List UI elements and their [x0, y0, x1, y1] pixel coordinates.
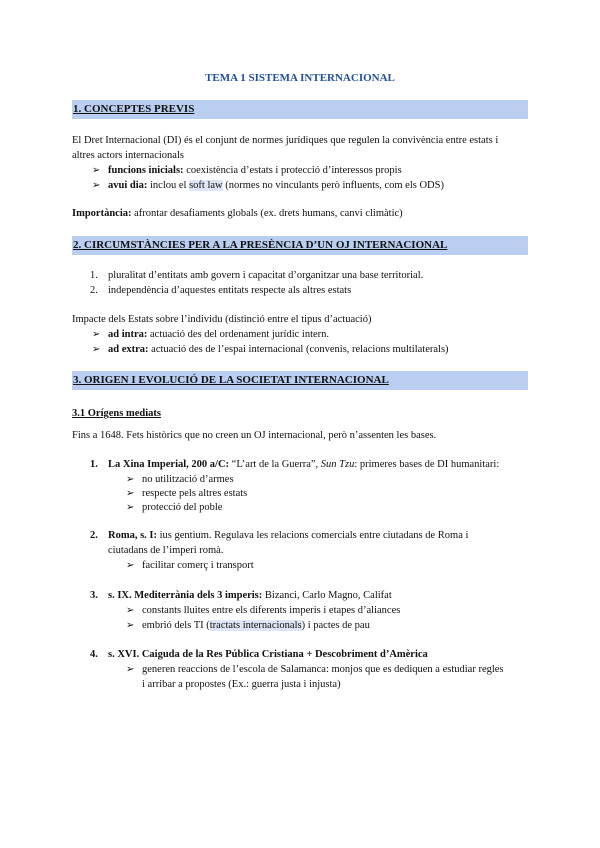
- sub-bullet: [126, 486, 528, 501]
- bullet-text: coexistència d’estats i protecció d’interessos propis: [183, 165, 402, 176]
- intro-line-1: El Dret Internacional (DI) és el conjunt de normes jurídiques que regulen la convivència entre estats i: [72, 135, 499, 146]
- sub-bullet-text: facilitar comerç i transport: [142, 560, 254, 571]
- document-title: TEMA 1 SISTEMA INTERNACIONAL: [205, 72, 395, 84]
- point-label: Roma, s. I:: [108, 530, 157, 541]
- highlighted-term: tractats internacionals: [209, 620, 302, 631]
- sub-bullet-text-continued: i arribar a propostes (Ex.: guerra justa i injusta): [142, 679, 341, 690]
- point-number: 4.: [90, 649, 98, 660]
- section-2-heading: 2. CIRCUMSTÀNCIES PER A LA PRESÈNCIA D’UN OJ INTERNACIONAL: [72, 236, 528, 255]
- bullet-label: avui dia:: [108, 180, 148, 191]
- arrowhead-icon: ➢: [126, 502, 135, 513]
- section-3-heading: 3. ORIGEN I EVOLUCIÓ DE LA SOCIETAT INTERNACIONAL: [72, 371, 528, 390]
- sub-bullet: [126, 472, 528, 487]
- bullet-label: ad intra:: [108, 329, 148, 340]
- bullet-text: inclou el: [147, 180, 190, 191]
- sub-bullet-text: ) i pactes de pau: [301, 620, 370, 631]
- importancia-line: [72, 206, 528, 221]
- arrowhead-icon: ➢: [126, 560, 135, 571]
- arrowhead-icon: ➢: [126, 605, 135, 616]
- arrowhead-icon: ➢: [92, 344, 101, 355]
- point-number: 2.: [90, 530, 98, 541]
- list-item: [90, 268, 528, 283]
- arrowhead-icon: ➢: [126, 474, 135, 485]
- sub-bullet: [126, 500, 528, 515]
- sub-bullet-text: no utilització d’armes: [142, 474, 234, 485]
- intro-line-2: altres actors internacionals: [72, 150, 184, 161]
- numbered-point-roma: [90, 528, 528, 558]
- bullet-label: funcions inicials:: [108, 165, 184, 176]
- list-number: 1.: [90, 270, 98, 281]
- sub-bullet-text: protecció del poble: [142, 502, 223, 513]
- arrowhead-icon: ➢: [126, 488, 135, 499]
- impacte-line: Impacte dels Estats sobre l’individu (distinció entre el tipus d’actuació): [72, 314, 372, 325]
- bullet-avui-dia: [92, 178, 528, 193]
- point-author: Sun Tzu: [320, 459, 355, 470]
- sub-bullet: [126, 603, 528, 618]
- numbered-point-xina: [90, 457, 528, 472]
- arrowhead-icon: ➢: [92, 329, 101, 340]
- bullet-text: (normes no vinculants però influents, com els ODS): [222, 180, 444, 191]
- point-label: La Xina Imperial, 200 a/C:: [108, 459, 230, 470]
- arrowhead-icon: ➢: [92, 180, 101, 191]
- bullet-ad-intra: [92, 327, 528, 342]
- point-text: “L’art de la Guerra”,: [229, 459, 321, 470]
- point-number: 1.: [90, 459, 98, 470]
- list-text: pluralitat d’entitats amb govern i capacitat d’organitzar una base territorial.: [108, 270, 424, 281]
- bullet-text: actuació des de l’espai internacional (convenis, relacions multilaterals): [148, 344, 449, 355]
- point-label: s. XVI. Caiguda de la Res Pública Cristiana + Descobriment d’Amèrica: [108, 649, 428, 660]
- arrowhead-icon: ➢: [126, 620, 135, 631]
- sub-bullet-text: generen reaccions de l’escola de Salamanca: monjos que es dediquen a estudiar regles: [142, 664, 504, 675]
- point-number: 3.: [90, 590, 98, 601]
- list-item: [90, 283, 528, 298]
- sub-bullet: [126, 618, 528, 633]
- importancia-label: Importància:: [72, 208, 132, 219]
- importancia-text: afrontar desafiaments globals (ex. drets humans, canvi climàtic): [131, 208, 403, 219]
- bullet-ad-extra: [92, 342, 528, 357]
- sub-bullet: [126, 558, 528, 573]
- bullet-label: ad extra:: [108, 344, 149, 355]
- list-number: 2.: [90, 285, 98, 296]
- bullet-text: actuació des del ordenament jurídic intern.: [147, 329, 330, 340]
- section-1-heading: 1. CONCEPTES PREVIS: [72, 100, 528, 119]
- numbered-point-s-xvi: [90, 647, 528, 662]
- point-text: ius gentium. Regulava les relacions comercials entre ciutadans de Roma i: [157, 530, 469, 541]
- sub-bullet-text: respecte pels altres estats: [142, 488, 248, 499]
- sub-bullet-text: embrió dels TI (: [142, 620, 210, 631]
- bullet-funcions-inicials: [92, 163, 528, 178]
- section-3-intro: Fins a 1648. Fets històrics que no creen un OJ internacional, però n’assenten les bases.: [72, 430, 437, 441]
- point-text: Bizanci, Carlo Magno, Califat: [262, 590, 392, 601]
- subsection-heading: 3.1 Orígens mediats: [72, 408, 161, 419]
- highlighted-term: soft law: [189, 180, 223, 191]
- list-text: independència d’aquestes entitats respecte als altres estats: [108, 285, 352, 296]
- section-1-intro: [72, 133, 528, 163]
- sub-bullet-text: constants lluites entre els diferents imperis i etapes d’aliances: [142, 605, 401, 616]
- point-label: s. IX. Mediterrània dels 3 imperis:: [108, 590, 263, 601]
- numbered-point-mediterrania: [90, 588, 528, 603]
- point-text: : primeres bases de DI humanitari:: [354, 459, 500, 470]
- arrowhead-icon: ➢: [126, 664, 135, 675]
- sub-bullet: [126, 662, 528, 692]
- arrowhead-icon: ➢: [92, 165, 101, 176]
- point-text-continued: ciutadans de l’imperi romà.: [108, 545, 224, 556]
